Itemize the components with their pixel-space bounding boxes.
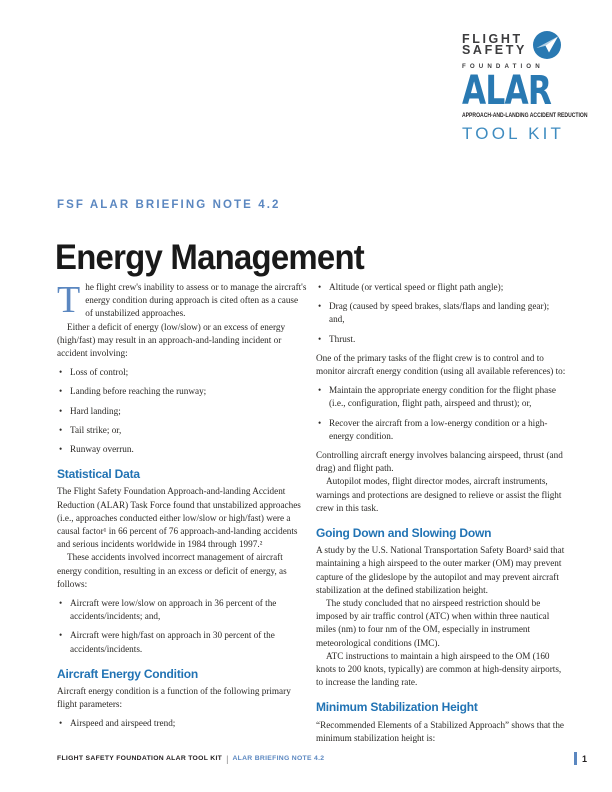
- alar-wordmark: ALAR: [462, 68, 552, 114]
- footer-note: ALAR BRIEFING NOTE 4.2: [232, 755, 325, 762]
- bullet-text: Drag (caused by speed brakes, slats/flaps and landing gear); and,: [329, 301, 550, 325]
- bullet-icon: [318, 384, 321, 397]
- section-heading-statistical-data: Statistical Data: [57, 467, 140, 482]
- paragraph-text: he flight crew's inability to assess or to manage the aircraft's energy condition during approach is cited often as a cause of unstabilized approaches.: [85, 282, 307, 319]
- paragraph: [57, 281, 307, 321]
- bullet-item: [57, 405, 307, 418]
- bullet-item: [57, 424, 307, 437]
- bullet-item: [57, 443, 307, 456]
- page-number: 1: [581, 753, 587, 764]
- logo-brand-name: [462, 31, 527, 57]
- footer-left: [57, 754, 324, 764]
- bullet-text: Landing before reaching the runway;: [70, 386, 207, 397]
- bullet-item: [316, 300, 566, 326]
- bullet-icon: [59, 385, 62, 398]
- bullet-icon: [59, 424, 62, 437]
- page-footer: [57, 752, 587, 765]
- bullet-text: Thrust.: [329, 333, 356, 344]
- flight-safety-foundation-logo: [462, 31, 588, 144]
- logo-brand-block: [462, 31, 568, 59]
- bullet-item: [57, 366, 307, 379]
- bullet-item: [57, 597, 307, 623]
- briefing-note-kicker: FSF ALAR BRIEFING NOTE 4.2: [57, 199, 281, 211]
- page-number-bar: [574, 752, 577, 765]
- paragraph: Autopilot modes, flight director modes, aircraft instruments, warnings and protections are designed to relieve or assist the flight crew in this task.: [316, 476, 562, 513]
- bullet-text: Hard landing;: [70, 405, 121, 416]
- footer-divider: |: [226, 753, 229, 764]
- bullet-text: Airspeed and airspeed trend;: [70, 718, 176, 729]
- bullet-item: [316, 417, 566, 443]
- logo-foundation-label: FOUNDATION: [462, 63, 544, 70]
- bullet-text: Maintain the appropriate energy condition for the flight phase (i.e., configuration, flight path, airspeed and thrust); or,: [329, 385, 556, 409]
- section-heading-aircraft-energy-condition: Aircraft Energy Condition: [57, 666, 199, 681]
- bullet-item: [316, 333, 566, 346]
- bullet-icon: [318, 300, 321, 313]
- bullet-item: [57, 717, 307, 730]
- drop-cap: T: [57, 279, 81, 321]
- paragraph: ATC instructions to maintain a high airspeed to the OM (160 knots to 200 knots, typically) are common at high-density airports, to increase the landing rate.: [316, 650, 562, 688]
- bullet-icon: [318, 333, 321, 346]
- bullet-item: [57, 629, 307, 655]
- logo-brand-line2: SAFETY: [462, 43, 527, 57]
- bullet-text: Loss of control;: [70, 367, 129, 378]
- bullet-icon: [59, 443, 62, 456]
- bullet-icon: [318, 417, 321, 430]
- bullet-text: Aircraft were low/slow on approach in 36 percent of the accidents/incidents; and,: [70, 598, 277, 622]
- right-column: [316, 281, 566, 745]
- bullet-item: [316, 281, 566, 294]
- bullet-item: [316, 384, 566, 410]
- paper-plane-globe-icon: [533, 31, 561, 59]
- left-column: [57, 281, 307, 731]
- bullet-text: Runway overrun.: [70, 444, 134, 455]
- bullet-icon: [318, 281, 321, 294]
- paragraph: One of the primary tasks of the flight crew is to control and to monitor aircraft energy condition (using all available references) to:: [316, 352, 566, 377]
- paragraph: “Recommended Elements of a Stabilized Approach” shows that the minimum stabilization height is:: [316, 719, 564, 743]
- paragraph: Aircraft energy condition is a function of the following primary flight parameters:: [57, 686, 291, 710]
- bullet-text: Tail strike; or,: [70, 424, 122, 435]
- alar-tagline: APPROACH-AND-LANDING ACCIDENT REDUCTION: [462, 112, 588, 119]
- bullet-icon: [59, 597, 62, 610]
- bullet-icon: [59, 405, 62, 418]
- bullet-text: Altitude (or vertical speed or flight path angle);: [329, 282, 504, 292]
- paragraph: The Flight Safety Foundation Approach-and-landing Accident Reduction (ALAR) Task Force found that unstabilized approaches (i.e., approaches conducted either low/slow or high/fast) were a causal factor¹ in 66 percent of 76 approach-and-landing accidents and serious incidents worldwide in 1984 through 1997.²: [57, 486, 301, 550]
- paragraph: The study concluded that no airspeed restriction should be imposed by air traffic control (ATC) when within three nautical miles (nm) to four nm of the OM, especially in instrument meteorological conditions (IMC).: [316, 598, 550, 648]
- bullet-text: Recover the aircraft from a low-energy condition or a high-energy condition.: [329, 417, 548, 441]
- paragraph: Controlling aircraft energy involves balancing airspeed, thrust (and drag) and flight path.: [316, 450, 563, 474]
- toolkit-wordmark: TOOL KIT: [462, 124, 565, 143]
- footer-brand: FLIGHT SAFETY FOUNDATION ALAR TOOL KIT: [57, 755, 223, 762]
- bullet-icon: [59, 366, 62, 379]
- paragraph: A study by the U.S. National Transportation Safety Board³ said that maintaining a high airspeed to the outer marker (OM) may prevent capture of the glideslope by the autopilot and may prevent aircraft stabilization at the defined stabilization height.: [316, 545, 565, 595]
- bullet-icon: [59, 629, 62, 642]
- bullet-item: [57, 385, 307, 398]
- page-title: Energy Management: [55, 238, 364, 278]
- bullet-icon: [59, 717, 62, 730]
- logo-brand-line1: FLIGHT: [462, 31, 523, 46]
- bullet-text: Aircraft were high/fast on approach in 30 percent of the accidents/incidents.: [70, 630, 275, 654]
- footer-right: [574, 752, 587, 765]
- section-heading-going-down: Going Down and Slowing Down: [316, 526, 492, 541]
- section-heading-minimum-stabilization-height: Minimum Stabilization Height: [316, 700, 478, 715]
- paragraph: Either a deficit of energy (low/slow) or an excess of energy (high/fast) may result in an approach-and-landing incident or accident involving:: [57, 321, 286, 359]
- paragraph: These accidents involved incorrect management of aircraft energy condition, resulting in an excess or deficit of energy, as follows:: [57, 552, 287, 589]
